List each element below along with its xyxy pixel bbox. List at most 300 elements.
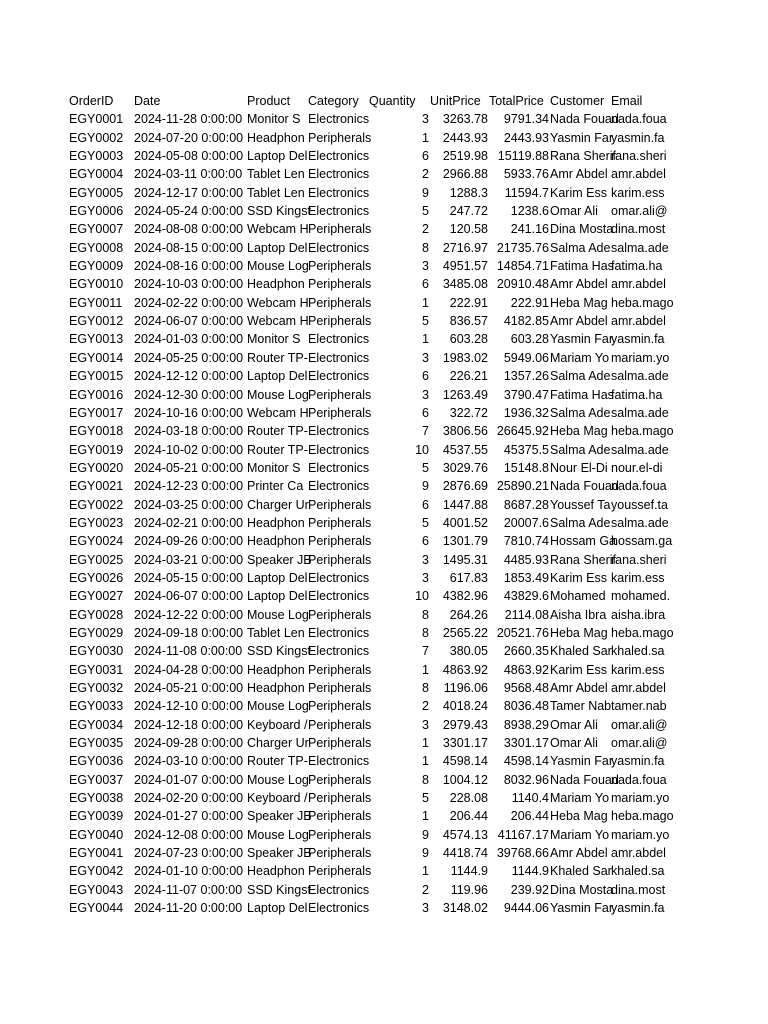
customer-cell[interactable]: Karim Ess [550,185,607,200]
product-cell[interactable]: Headphon [247,534,305,549]
order-id-cell[interactable]: EGY0011 [69,295,123,310]
date-cell[interactable]: 2024-03-10 0:00:00 [134,754,244,769]
order-id-cell[interactable]: EGY0017 [69,405,124,420]
category-cell[interactable]: Electronics [308,644,370,659]
email-cell[interactable]: yasmin.fa [611,901,665,916]
product-cell[interactable]: Mouse Log [247,387,309,402]
date-cell[interactable]: 2024-12-10 0:00:00 [134,699,244,714]
order-id-cell[interactable]: EGY0033 [69,699,124,714]
quantity-cell[interactable]: 6 [422,277,429,292]
customer-cell[interactable]: Hossam Ga [550,534,616,549]
email-cell[interactable]: karim.ess [611,185,665,200]
category-cell[interactable]: Peripherals [308,827,372,842]
order-id-cell[interactable]: EGY0007 [69,222,124,237]
unit-price-cell[interactable]: 4018.24 [442,699,488,714]
quantity-cell[interactable]: 5 [422,460,429,475]
date-cell[interactable]: 2024-09-26 0:00:00 [134,534,244,549]
product-cell[interactable]: Tablet Len [247,167,305,182]
product-cell[interactable]: Charger Ur [247,497,309,512]
order-id-cell[interactable]: EGY0039 [69,809,124,824]
order-id-cell[interactable]: EGY0028 [69,607,124,622]
category-cell[interactable]: Electronics [308,240,370,255]
date-cell[interactable]: 2024-10-03 0:00:00 [134,277,244,292]
total-price-cell[interactable]: 15119.88 [497,149,549,164]
quantity-cell[interactable]: 8 [422,607,429,622]
total-price-cell[interactable]: 4863.92 [503,662,549,677]
quantity-cell[interactable]: 1 [422,332,429,347]
order-id-cell[interactable]: EGY0019 [69,442,124,457]
total-price-cell[interactable]: 11594.7 [504,185,549,200]
total-price-cell[interactable]: 8687.28 [503,497,549,512]
category-cell[interactable]: Peripherals [308,130,372,145]
order-id-cell[interactable]: EGY0034 [69,717,124,732]
header-quantity[interactable]: Quantity [369,94,416,108]
category-cell[interactable]: Peripherals [308,515,372,530]
customer-cell[interactable]: Salma Ade [550,369,611,384]
date-cell[interactable]: 2024-05-15 0:00:00 [134,570,244,585]
customer-cell[interactable]: Khaled Sar [550,864,612,879]
product-cell[interactable]: Webcam H [247,314,309,329]
total-price-cell[interactable]: 4485.93 [503,552,549,567]
category-cell[interactable]: Electronics [308,112,370,127]
category-cell[interactable]: Electronics [308,185,370,200]
quantity-cell[interactable]: 2 [422,699,429,714]
date-cell[interactable]: 2024-01-07 0:00:00 [134,772,244,787]
date-cell[interactable]: 2024-10-02 0:00:00 [134,442,244,457]
date-cell[interactable]: 2024-11-20 0:00:00 [134,901,243,916]
email-cell[interactable]: amr.abdel [611,681,666,695]
total-price-cell[interactable]: 3301.17 [503,736,549,751]
category-cell[interactable]: Peripherals [308,662,372,677]
customer-cell[interactable]: Aisha Ibra [550,607,607,622]
date-cell[interactable]: 2024-08-16 0:00:00 [134,259,244,274]
unit-price-cell[interactable]: 247.72 [449,204,488,219]
quantity-cell[interactable]: 3 [422,717,429,732]
product-cell[interactable]: Laptop Del [247,369,308,384]
quantity-cell[interactable]: 10 [415,589,429,604]
customer-cell[interactable]: Karim Ess [550,662,607,677]
date-cell[interactable]: 2024-05-21 0:00:00 [134,681,244,695]
quantity-cell[interactable]: 1 [422,809,429,824]
total-price-cell[interactable]: 25890.21 [496,479,549,494]
date-cell[interactable]: 2024-01-03 0:00:00 [134,332,244,347]
quantity-cell[interactable]: 3 [422,350,429,365]
customer-cell[interactable]: Heba Mag [550,809,608,824]
date-cell[interactable]: 2024-02-22 0:00:00 [134,295,244,310]
quantity-cell[interactable]: 1 [422,295,429,310]
date-cell[interactable]: 2024-04-28 0:00:00 [134,662,244,677]
customer-cell[interactable]: Amr Abdel [550,277,608,292]
header-order-id[interactable]: OrderID [69,94,114,108]
category-cell[interactable]: Electronics [308,882,370,897]
unit-price-cell[interactable]: 4537.55 [442,442,488,457]
total-price-cell[interactable]: 206.44 [510,809,549,824]
category-cell[interactable]: Peripherals [308,717,372,732]
customer-cell[interactable]: Mariam Yo [550,827,610,842]
total-price-cell[interactable]: 39768.66 [496,846,549,861]
product-cell[interactable]: Keyboard / [247,791,308,806]
order-id-cell[interactable]: EGY0026 [69,570,124,585]
product-cell[interactable]: Headphon [247,277,305,292]
date-cell[interactable]: 2024-12-22 0:00:00 [134,607,244,622]
total-price-cell[interactable]: 9444.06 [503,901,549,916]
customer-cell[interactable]: Rana Sherif [550,552,617,567]
order-id-cell[interactable]: EGY0022 [69,497,124,512]
unit-price-cell[interactable]: 603.28 [449,332,488,347]
quantity-cell[interactable]: 7 [422,424,429,439]
date-cell[interactable]: 2024-09-18 0:00:00 [134,625,244,640]
unit-price-cell[interactable]: 226.21 [449,369,488,384]
product-cell[interactable]: Speaker JB [247,809,312,824]
order-id-cell[interactable]: EGY0020 [69,460,124,475]
unit-price-cell[interactable]: 4863.92 [442,662,488,677]
unit-price-cell[interactable]: 2716.97 [442,240,488,255]
date-cell[interactable]: 2024-07-23 0:00:00 [134,846,244,861]
quantity-cell[interactable]: 2 [422,167,429,182]
unit-price-cell[interactable]: 617.83 [449,570,488,585]
product-cell[interactable]: Router TP- [247,350,308,365]
total-price-cell[interactable]: 20007.6 [503,515,549,530]
order-id-cell[interactable]: EGY0009 [69,259,124,274]
header-email[interactable]: Email [611,94,643,108]
customer-cell[interactable]: Mariam Yo [550,350,610,365]
unit-price-cell[interactable]: 1447.88 [442,497,488,512]
category-cell[interactable]: Electronics [308,369,370,384]
category-cell[interactable]: Peripherals [308,791,372,806]
email-cell[interactable]: heba.mago [611,295,674,310]
order-id-cell[interactable]: EGY0038 [69,791,124,806]
email-cell[interactable]: amr.abdel [611,167,666,182]
customer-cell[interactable]: Salma Ade [550,515,611,530]
order-id-cell[interactable]: EGY0040 [69,827,124,842]
category-cell[interactable]: Peripherals [308,387,372,402]
date-cell[interactable]: 2024-11-08 0:00:00 [134,644,243,659]
order-id-cell[interactable]: EGY0024 [69,534,124,549]
product-cell[interactable]: Headphon [247,864,305,879]
product-cell[interactable]: Router TP- [247,442,308,457]
category-cell[interactable]: Peripherals [308,552,372,567]
header-product[interactable]: Product [247,94,291,108]
unit-price-cell[interactable]: 222.91 [449,295,488,310]
header-category[interactable]: Category [308,94,359,108]
date-cell[interactable]: 2024-03-21 0:00:00 [134,552,244,567]
email-cell[interactable]: youssef.ta [611,497,668,512]
customer-cell[interactable]: Nada Fouad [550,479,619,494]
quantity-cell[interactable]: 6 [422,405,429,420]
unit-price-cell[interactable]: 322.72 [449,405,488,420]
date-cell[interactable]: 2024-02-20 0:00:00 [134,791,244,806]
date-cell[interactable]: 2024-06-07 0:00:00 [134,589,244,604]
order-id-cell[interactable]: EGY0012 [69,314,124,329]
total-price-cell[interactable]: 8036.48 [503,699,549,714]
date-cell[interactable]: 2024-06-07 0:00:00 [134,314,244,329]
customer-cell[interactable]: Salma Ade [550,240,611,255]
total-price-cell[interactable]: 241.16 [510,222,549,237]
product-cell[interactable]: SSD Kingst [247,644,311,659]
product-cell[interactable]: Headphon [247,662,305,677]
quantity-cell[interactable]: 8 [422,772,429,787]
total-price-cell[interactable]: 5949.06 [503,350,549,365]
unit-price-cell[interactable]: 380.05 [449,644,488,659]
product-cell[interactable]: Mouse Log [247,607,309,622]
email-cell[interactable]: karim.ess [611,570,665,585]
total-price-cell[interactable]: 2443.93 [503,130,549,145]
email-cell[interactable]: yasmin.fa [611,130,665,145]
category-cell[interactable]: Electronics [308,479,370,494]
total-price-cell[interactable]: 2660.35 [503,644,549,659]
product-cell[interactable]: Tablet Len [247,185,305,200]
total-price-cell[interactable]: 1936.32 [503,405,549,420]
category-cell[interactable]: Peripherals [308,222,372,237]
unit-price-cell[interactable]: 1263.49 [442,387,488,402]
date-cell[interactable]: 2024-12-30 0:00:00 [134,387,244,402]
total-price-cell[interactable]: 1853.49 [503,570,549,585]
total-price-cell[interactable]: 41167.17 [497,827,549,842]
total-price-cell[interactable]: 20521.76 [496,625,549,640]
order-id-cell[interactable]: EGY0042 [69,864,124,879]
unit-price-cell[interactable]: 228.08 [449,791,488,806]
email-cell[interactable]: rana.sheri [611,552,667,567]
email-cell[interactable]: omar.ali@ [611,736,668,751]
email-cell[interactable]: amr.abdel [611,314,666,329]
email-cell[interactable]: salma.ade [611,442,669,457]
total-price-cell[interactable]: 1238.6 [510,204,549,219]
product-cell[interactable]: Monitor S [247,460,301,475]
quantity-cell[interactable]: 1 [422,864,429,879]
category-cell[interactable]: Electronics [308,460,370,475]
total-price-cell[interactable]: 1140.4 [511,791,549,806]
quantity-cell[interactable]: 1 [422,754,429,769]
total-price-cell[interactable]: 239.92 [510,882,549,897]
customer-cell[interactable]: Yasmin Far [550,332,613,347]
date-cell[interactable]: 2024-12-17 0:00:00 [134,185,244,200]
email-cell[interactable]: amr.abdel [611,846,666,861]
order-id-cell[interactable]: EGY0041 [69,846,124,861]
category-cell[interactable]: Electronics [308,570,370,585]
header-unit-price[interactable]: UnitPrice [430,94,481,108]
unit-price-cell[interactable]: 1288.3 [449,185,488,200]
unit-price-cell[interactable]: 1495.31 [442,552,488,567]
customer-cell[interactable]: Salma Ade [550,405,611,420]
customer-cell[interactable]: Amr Abdel [550,167,608,182]
category-cell[interactable]: Electronics [308,167,370,182]
customer-cell[interactable]: Youssef Ta [550,497,611,512]
order-id-cell[interactable]: EGY0006 [69,204,124,219]
customer-cell[interactable]: Fatima Has [550,387,614,402]
email-cell[interactable]: nada.foua [611,112,667,127]
date-cell[interactable]: 2024-07-20 0:00:00 [134,130,244,145]
category-cell[interactable]: Electronics [308,149,370,164]
date-cell[interactable]: 2024-02-21 0:00:00 [134,515,244,530]
header-date[interactable]: Date [134,94,161,108]
email-cell[interactable]: omar.ali@ [611,717,668,732]
order-id-cell[interactable]: EGY0032 [69,681,124,695]
total-price-cell[interactable]: 26645.92 [496,424,549,439]
unit-price-cell[interactable]: 3806.56 [442,424,488,439]
order-id-cell[interactable]: EGY0043 [69,882,124,897]
date-cell[interactable]: 2024-12-12 0:00:00 [134,369,244,384]
category-cell[interactable]: Peripherals [308,699,372,714]
quantity-cell[interactable]: 7 [422,644,429,659]
quantity-cell[interactable]: 3 [422,901,429,916]
category-cell[interactable]: Peripherals [308,295,372,310]
order-id-cell[interactable]: EGY0014 [69,350,124,365]
email-cell[interactable]: aisha.ibra [611,607,666,622]
customer-cell[interactable]: Heba Mag [550,424,608,439]
order-id-cell[interactable]: EGY0015 [69,369,124,384]
quantity-cell[interactable]: 8 [422,240,429,255]
unit-price-cell[interactable]: 119.96 [450,882,488,897]
email-cell[interactable]: hossam.ga [611,534,673,549]
total-price-cell[interactable]: 9568.48 [503,681,549,695]
quantity-cell[interactable]: 3 [422,259,429,274]
total-price-cell[interactable]: 8938.29 [503,717,549,732]
customer-cell[interactable]: Amr Abdel [550,846,608,861]
quantity-cell[interactable]: 3 [422,552,429,567]
total-price-cell[interactable]: 5933.76 [503,167,549,182]
product-cell[interactable]: Mouse Log [247,772,309,787]
category-cell[interactable]: Peripherals [308,736,372,751]
quantity-cell[interactable]: 1 [422,130,429,145]
category-cell[interactable]: Peripherals [308,405,372,420]
date-cell[interactable]: 2024-05-25 0:00:00 [134,350,244,365]
customer-cell[interactable]: Salma Ade [550,442,611,457]
customer-cell[interactable]: Omar Ali [550,736,598,751]
total-price-cell[interactable]: 4182.85 [503,314,549,329]
product-cell[interactable]: Monitor S [247,112,301,127]
quantity-cell[interactable]: 6 [422,534,429,549]
date-cell[interactable]: 2024-11-07 0:00:00 [134,882,243,897]
unit-price-cell[interactable]: 1144.9 [450,864,488,879]
total-price-cell[interactable]: 21735.76 [496,240,549,255]
category-cell[interactable]: Peripherals [308,607,372,622]
unit-price-cell[interactable]: 3263.78 [442,112,488,127]
email-cell[interactable]: salma.ade [611,515,669,530]
email-cell[interactable]: omar.ali@ [611,204,668,219]
email-cell[interactable]: rana.sheri [611,149,667,164]
total-price-cell[interactable]: 603.28 [510,332,549,347]
customer-cell[interactable]: Nada Fouad [550,112,619,127]
date-cell[interactable]: 2024-01-10 0:00:00 [134,864,244,879]
total-price-cell[interactable]: 9791.34 [503,112,549,127]
quantity-cell[interactable]: 5 [422,204,429,219]
date-cell[interactable]: 2024-05-21 0:00:00 [134,460,244,475]
order-id-cell[interactable]: EGY0029 [69,625,124,640]
customer-cell[interactable]: Mariam Yo [550,791,610,806]
total-price-cell[interactable]: 15148.8 [503,460,549,475]
unit-price-cell[interactable]: 264.26 [449,607,488,622]
customer-cell[interactable]: Khaled Sar [550,644,612,659]
order-id-cell[interactable]: EGY0003 [69,149,124,164]
customer-cell[interactable]: Yasmin Far [550,754,613,769]
customer-cell[interactable]: Tamer Nab [550,699,612,714]
product-cell[interactable]: Headphon [247,130,305,145]
order-id-cell[interactable]: EGY0008 [69,240,124,255]
email-cell[interactable]: fatima.ha [611,259,663,274]
category-cell[interactable]: Peripherals [308,314,372,329]
product-cell[interactable]: SSD Kingst [247,882,311,897]
unit-price-cell[interactable]: 4951.57 [442,259,488,274]
total-price-cell[interactable]: 3790.47 [503,387,549,402]
category-cell[interactable]: Electronics [308,424,370,439]
email-cell[interactable]: dina.most [611,222,666,237]
date-cell[interactable]: 2024-01-27 0:00:00 [134,809,244,824]
product-cell[interactable]: SSD Kingst [247,204,311,219]
order-id-cell[interactable]: EGY0013 [69,332,124,347]
total-price-cell[interactable]: 222.91 [510,295,549,310]
unit-price-cell[interactable]: 1301.79 [442,534,488,549]
quantity-cell[interactable]: 9 [422,827,429,842]
email-cell[interactable]: yasmin.fa [611,332,665,347]
total-price-cell[interactable]: 4598.14 [503,754,549,769]
order-id-cell[interactable]: EGY0002 [69,130,124,145]
date-cell[interactable]: 2024-09-28 0:00:00 [134,736,244,751]
order-id-cell[interactable]: EGY0005 [69,185,124,200]
order-id-cell[interactable]: EGY0025 [69,552,124,567]
date-cell[interactable]: 2024-03-11 0:00:00 [134,167,243,182]
quantity-cell[interactable]: 5 [422,791,429,806]
unit-price-cell[interactable]: 1004.12 [442,772,488,787]
product-cell[interactable]: Mouse Log [247,699,309,714]
date-cell[interactable]: 2024-05-08 0:00:00 [134,149,244,164]
product-cell[interactable]: Keyboard / [247,717,308,732]
email-cell[interactable]: khaled.sa [611,644,665,659]
unit-price-cell[interactable]: 3301.17 [442,736,488,751]
customer-cell[interactable]: Dina Mosta [550,882,614,897]
quantity-cell[interactable]: 3 [422,570,429,585]
category-cell[interactable]: Peripherals [308,534,372,549]
email-cell[interactable]: nada.foua [611,479,667,494]
unit-price-cell[interactable]: 1196.06 [443,681,488,695]
customer-cell[interactable]: Heba Mag [550,625,608,640]
category-cell[interactable]: Peripherals [308,864,372,879]
date-cell[interactable]: 2024-08-15 0:00:00 [134,240,244,255]
unit-price-cell[interactable]: 2966.88 [442,167,488,182]
category-cell[interactable]: Electronics [308,442,370,457]
total-price-cell[interactable]: 8032.96 [503,772,549,787]
product-cell[interactable]: Router TP- [247,754,308,769]
unit-price-cell[interactable]: 2979.43 [442,717,488,732]
product-cell[interactable]: Headphon [247,515,305,530]
quantity-cell[interactable]: 1 [422,736,429,751]
unit-price-cell[interactable]: 2565.22 [442,625,488,640]
date-cell[interactable]: 2024-08-08 0:00:00 [134,222,244,237]
quantity-cell[interactable]: 10 [415,442,429,457]
quantity-cell[interactable]: 6 [422,497,429,512]
email-cell[interactable]: khaled.sa [611,864,665,879]
quantity-cell[interactable]: 8 [422,625,429,640]
email-cell[interactable]: salma.ade [611,240,669,255]
order-id-cell[interactable]: EGY0018 [69,424,124,439]
quantity-cell[interactable]: 2 [422,882,429,897]
unit-price-cell[interactable]: 2443.93 [442,130,488,145]
category-cell[interactable]: Electronics [308,625,370,640]
date-cell[interactable]: 2024-10-16 0:00:00 [134,405,244,420]
customer-cell[interactable]: Mohamed [550,589,606,604]
order-id-cell[interactable]: EGY0021 [69,479,124,494]
order-id-cell[interactable]: EGY0044 [69,901,124,916]
email-cell[interactable]: fatima.ha [611,387,663,402]
quantity-cell[interactable]: 3 [422,387,429,402]
date-cell[interactable]: 2024-03-25 0:00:00 [134,497,244,512]
email-cell[interactable]: heba.mago [611,424,674,439]
order-id-cell[interactable]: EGY0030 [69,644,124,659]
email-cell[interactable]: mariam.yo [611,350,670,365]
product-cell[interactable]: Webcam H [247,295,309,310]
email-cell[interactable]: nour.el-di [611,460,663,475]
quantity-cell[interactable]: 3 [422,112,429,127]
total-price-cell[interactable]: 20910.48 [496,277,549,292]
